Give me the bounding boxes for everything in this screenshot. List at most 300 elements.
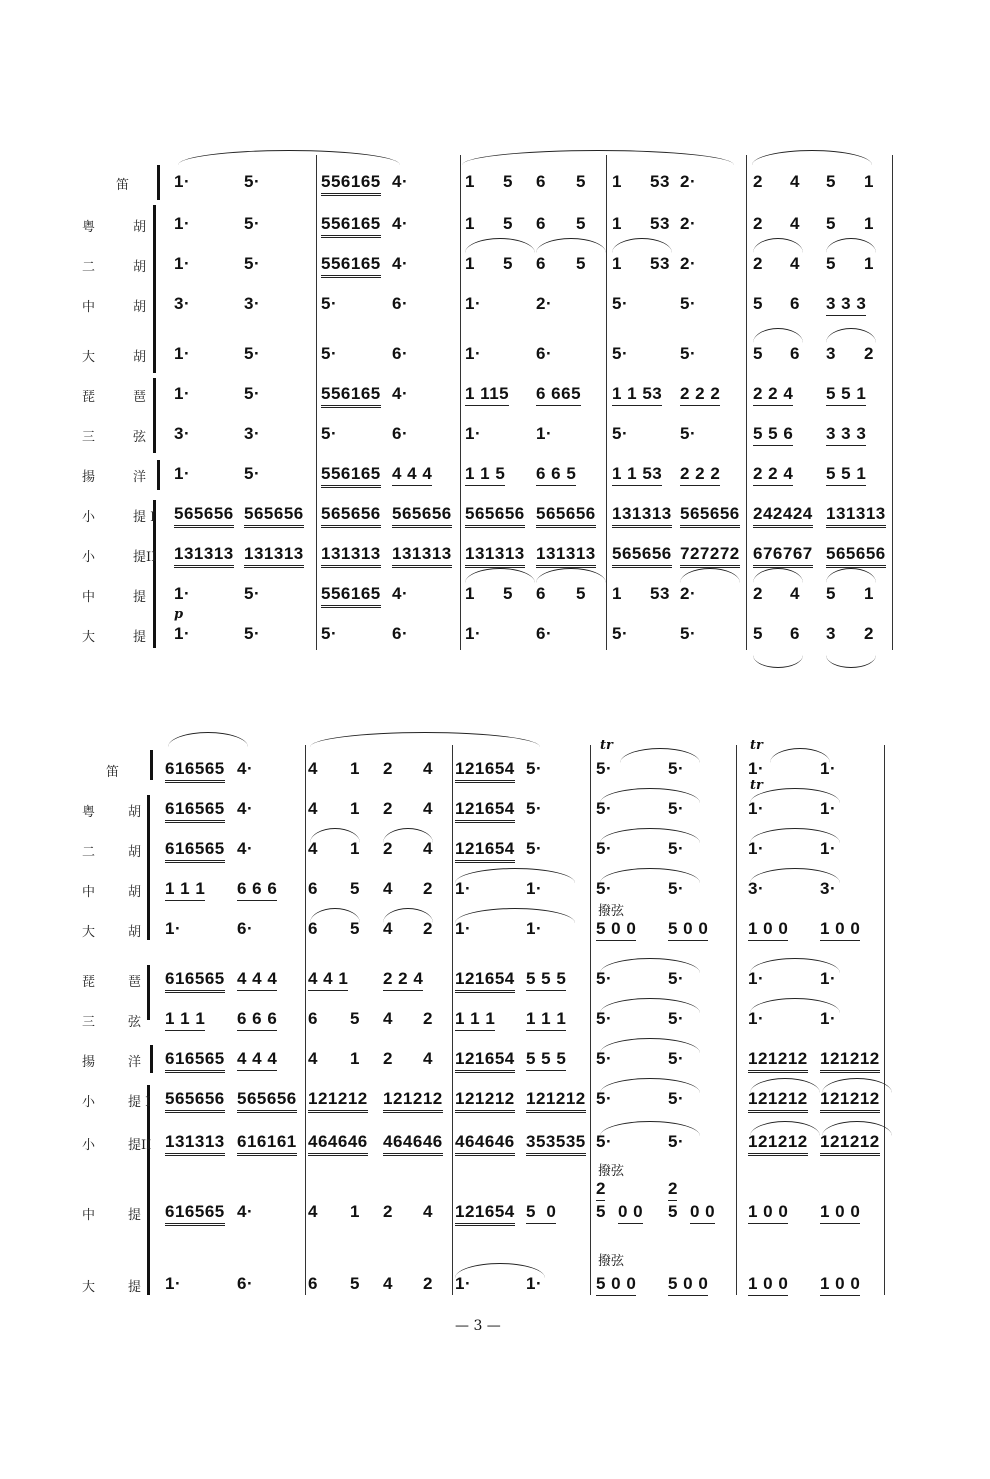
note-cell: 4 (383, 1274, 393, 1293)
note-cell: 121212 (748, 1132, 808, 1156)
note-cell: 2 (383, 1049, 393, 1068)
note-cell: 6· (536, 344, 553, 363)
note-cell: 3· (244, 294, 261, 313)
note-cell: 556165 (321, 464, 381, 488)
note-slur (620, 748, 700, 763)
note-slur (826, 328, 876, 343)
instrument-label: 弦 (128, 1015, 142, 1030)
note-cell: 4 (790, 584, 800, 603)
note-cell: 1 (864, 254, 874, 273)
note-cell: 121212 (748, 1089, 808, 1113)
note-cell: 121212 (820, 1089, 880, 1113)
note-cell: 1· (174, 214, 191, 233)
note-cell: 5· (668, 1089, 685, 1108)
note-cell: 5· (321, 294, 338, 313)
note-cell: 121654 (455, 799, 515, 823)
note-cell: 5 (826, 172, 836, 191)
note-cell: 5 (503, 254, 513, 273)
staff-row-yangqin (0, 460, 990, 500)
instrument-label: 胡 (128, 845, 142, 860)
note-cell: 616161 (237, 1132, 297, 1156)
note-cell: 4 (423, 839, 433, 858)
note-cell: 1 1 1 (526, 1009, 566, 1031)
note-cell: 121654 (455, 969, 515, 993)
note-cell: 4 4 1 (308, 969, 348, 991)
note-cell: 1 0 0 (820, 1202, 860, 1224)
note-cell: 3 (826, 624, 836, 643)
pizz-label: 撥弦 (598, 1254, 625, 1269)
note-cell: 464646 (383, 1132, 443, 1156)
note-cell: 5 5 5 (526, 1049, 566, 1071)
trill-mark: tr (600, 738, 613, 753)
note-cell: 616565 (165, 1049, 225, 1073)
trill-mark: tr (750, 778, 763, 793)
instrument-label-prefix: 二 (82, 845, 96, 860)
pizz-label: 撥弦 (598, 1164, 625, 1179)
note-slur (753, 328, 803, 343)
note-cell: 5 (826, 584, 836, 603)
staff-row-di (0, 168, 990, 208)
pizz-label: 撥弦 (598, 904, 625, 919)
note-cell: 5 (350, 1009, 360, 1028)
note-cell: 1· (820, 839, 837, 858)
note-cell: 2 (383, 759, 393, 778)
note-cell: 1· (748, 839, 765, 858)
note-cell: 4 (308, 839, 318, 858)
note-cell: 1 0 0 (820, 919, 860, 941)
note-cell: 6 (536, 584, 546, 603)
note-cell: 121212 (455, 1089, 515, 1113)
instrument-label-prefix: 大 (82, 350, 96, 365)
note-cell: 565656 (826, 544, 886, 568)
note-cell: 1· (174, 624, 191, 643)
note-cell: 6· (536, 624, 553, 643)
note-cell: 5 (503, 214, 513, 233)
note-cell: 616565 (165, 969, 225, 993)
note-cell: 1· (165, 1274, 182, 1293)
instrument-label: 胡 (128, 885, 142, 900)
note-cell: 2· (680, 584, 697, 603)
note-cell: 5 0 (526, 1202, 556, 1224)
instrument-label: 琶 (128, 975, 142, 990)
note-cell: 1· (174, 384, 191, 403)
note-cell: 121654 (455, 839, 515, 863)
note-slur (770, 748, 830, 763)
note-cell: 5· (596, 799, 613, 818)
note-cell: 131313 (612, 504, 672, 528)
note-cell: 5· (668, 799, 685, 818)
note-cell: 1· (820, 969, 837, 988)
note-cell: 6 (536, 254, 546, 273)
note-cell: 556165 (321, 384, 381, 408)
note-cell: 1· (748, 799, 765, 818)
instrument-label-prefix: 揚 (82, 1055, 96, 1070)
note-cell: 5· (596, 1089, 613, 1108)
note-cell: 1 115 (465, 384, 509, 406)
note-cell: 5· (244, 384, 261, 403)
note-cell: 2 (383, 1202, 393, 1221)
note-cell: 6· (392, 294, 409, 313)
note-cell: 616565 (165, 799, 225, 823)
note-cell: 5 (350, 879, 360, 898)
note-cell: 464646 (308, 1132, 368, 1156)
note-cell: 2 (753, 172, 763, 191)
staff-row-di (0, 755, 990, 795)
note-cell: 5 (576, 584, 586, 603)
note-cell: 1· (820, 759, 837, 778)
note-cell: 121654 (455, 1202, 515, 1226)
instrument-label: 胡 (133, 300, 147, 315)
note-cell: 1· (455, 879, 472, 898)
note-cell: 5· (596, 1009, 613, 1028)
note-cell: 5· (526, 839, 543, 858)
note-cell: 121212 (383, 1089, 443, 1113)
staff-row-viola (0, 1179, 990, 1238)
staff-row-sanxian (0, 1005, 990, 1045)
note-cell: 2 2 4 (753, 464, 793, 486)
note-cell: 5· (668, 1009, 685, 1028)
note-cell: 5 (503, 584, 513, 603)
note-cell: 5· (596, 879, 613, 898)
instrument-label: 笛 (106, 765, 120, 780)
note-cell: 5 0 0 (668, 1274, 708, 1296)
instrument-label: 提 I (128, 1095, 151, 1110)
note-cell: 556165 (321, 584, 381, 608)
note-cell: 121212 (526, 1089, 586, 1113)
note-cell: 5· (244, 172, 261, 191)
note-cell: 5· (321, 624, 338, 643)
note-slur (750, 958, 840, 973)
instrument-label: 提 (133, 590, 147, 605)
note-cell: 5· (668, 759, 685, 778)
note-cell: 5· (526, 799, 543, 818)
note-cell: 4 (423, 1202, 433, 1221)
note-cell: 1· (465, 424, 482, 443)
note-cell: 1· (455, 919, 472, 938)
note-cell: 5· (680, 424, 697, 443)
instrument-label-prefix: 中 (82, 590, 96, 605)
note-cell: 1 (612, 214, 622, 233)
instrument-label-prefix: 大 (82, 1280, 96, 1295)
note-slur-under (826, 655, 876, 668)
note-cell: 131313 (321, 544, 381, 568)
note-cell: 131313 (392, 544, 452, 568)
note-cell: 6· (392, 344, 409, 363)
note-cell: 131313 (165, 1132, 225, 1156)
note-cell: 4 4 4 (237, 969, 277, 991)
note-cell: 1 (350, 759, 360, 778)
note-cell: 353535 (526, 1132, 586, 1156)
instrument-label-prefix: 中 (82, 300, 96, 315)
note-cell: 2· (680, 172, 697, 191)
note-cell: 3· (174, 294, 191, 313)
note-cell: 1 (350, 1202, 360, 1221)
instrument-label-prefix: 小 (82, 1138, 96, 1153)
note-cell: 2 (423, 1274, 433, 1293)
note-cell: 5 (753, 294, 763, 313)
instrument-label: 提II (133, 550, 157, 565)
note-cell: 5 (576, 214, 586, 233)
note-cell: 1 1 1 (165, 879, 205, 901)
note-cell: 121654 (455, 1049, 515, 1073)
note-cell: 4· (237, 1202, 254, 1221)
note-cell: 6 (790, 294, 800, 313)
note-cell: 2 (753, 214, 763, 233)
note-cell: 5· (612, 294, 629, 313)
staff-row-yuehu (0, 795, 990, 835)
note-cell: 5· (244, 214, 261, 233)
note-cell: 53 (650, 172, 670, 191)
note-cell: 1 (465, 584, 475, 603)
staff-row-sanxian (0, 420, 990, 460)
instrument-label-prefix: 小 (82, 550, 96, 565)
note-cell: 4 (423, 1049, 433, 1068)
note-cell: 4 (308, 1049, 318, 1068)
note-cell: 5· (596, 969, 613, 988)
note-cell: 131313 (244, 544, 304, 568)
instrument-label: 胡 (133, 220, 147, 235)
instrument-label-prefix: 三 (82, 430, 96, 445)
instrument-label-prefix: 琵 (82, 975, 96, 990)
note-cell: 5 (350, 919, 360, 938)
note-cell: 1· (174, 464, 191, 483)
note-cell: 1 (864, 172, 874, 191)
note-cell: 2 (383, 839, 393, 858)
note-cell: 6 6 6 (237, 1009, 277, 1031)
staff-row-violin1 (0, 500, 990, 540)
note-cell: 5· (680, 294, 697, 313)
note-cell: 4 (790, 254, 800, 273)
note-cell: 565656 (237, 1089, 297, 1113)
note-cell: 4 (423, 759, 433, 778)
note-cell: 4 (423, 799, 433, 818)
note-cell: 3· (244, 424, 261, 443)
note-cell: 5 5 5 (526, 969, 566, 991)
note-cell: 556165 (321, 172, 381, 196)
note-cell: 1 (465, 254, 475, 273)
note-cell: 1· (174, 584, 191, 603)
note-cell: 131313 (465, 544, 525, 568)
note-cell: 4· (237, 759, 254, 778)
note-cell: 565656 (680, 504, 740, 528)
note-cell: 5· (526, 759, 543, 778)
note-cell: 1 1 1 (455, 1009, 495, 1031)
note-cell: 2 (753, 584, 763, 603)
instrument-label-prefix: 小 (82, 1095, 96, 1110)
instrument-label: 笛 (116, 178, 130, 193)
note-cell: 121212 (308, 1089, 368, 1113)
note-cell: 2 2 2 (680, 464, 720, 486)
instrument-label-prefix: 中 (82, 1208, 96, 1223)
note-cell: 5· (244, 584, 261, 603)
note-cell: 5· (596, 1049, 613, 1068)
phrase-slur (462, 150, 734, 165)
note-cell: 5 (826, 214, 836, 233)
note-cell: 5· (244, 344, 261, 363)
note-cell: 3· (820, 879, 837, 898)
instrument-label: 胡 (133, 350, 147, 365)
note-cell: 556165 (321, 214, 381, 238)
note-cell: 1· (174, 344, 191, 363)
note-cell: 5 5 6 (753, 424, 793, 446)
note-cell: 1· (465, 624, 482, 643)
instrument-label-prefix: 大 (82, 925, 96, 940)
note-cell: 565656 (536, 504, 596, 528)
note-cell: 1 (864, 214, 874, 233)
note-cell: 4 (383, 919, 393, 938)
note-cell: 616565 (165, 759, 225, 783)
note-cell: 6 6 5 (536, 464, 576, 486)
staff-row-pipa (0, 380, 990, 420)
note-cell: 5· (612, 344, 629, 363)
note-cell: 1 0 0 (748, 1202, 788, 1224)
note-cell: 1 (350, 839, 360, 858)
staff-row-pipa (0, 965, 990, 1005)
note-cell: 6 (308, 1009, 318, 1028)
instrument-label: 琶 (133, 390, 147, 405)
note-cell: 1 (465, 172, 475, 191)
instrument-label: 提 I (133, 510, 156, 525)
note-cell: 1· (174, 172, 191, 191)
note-cell: 53 (650, 214, 670, 233)
note-cell: 2 (423, 919, 433, 938)
note-cell: 616565 (165, 1202, 225, 1226)
staff-row-erhu (0, 250, 990, 290)
note-cell: 5· (668, 839, 685, 858)
note-cell: 5 5 1 (826, 464, 866, 486)
note-cell: 1 1 53 (612, 384, 662, 406)
note-cell: 6 (536, 214, 546, 233)
instrument-label: 胡 (128, 805, 142, 820)
note-cell: 2 (383, 799, 393, 818)
note-cell: 5 0 0 (596, 919, 636, 941)
instrument-label-prefix: 粤 (82, 220, 96, 235)
note-cell: 727272 (680, 544, 740, 568)
note-cell: 1 (864, 584, 874, 603)
instrument-label: 洋 (128, 1055, 142, 1070)
note-cell: 1· (820, 1009, 837, 1028)
note-cell: 6· (392, 624, 409, 643)
note-cell: 4 (308, 1202, 318, 1221)
note-cell: 6 (536, 172, 546, 191)
note-cell: 242424 (753, 504, 813, 528)
note-cell: 4 4 4 (237, 1049, 277, 1071)
note-cell: 4 (790, 214, 800, 233)
note-cell: 5 5 1 (826, 384, 866, 406)
note-cell: 4· (392, 254, 409, 273)
fraction-note: $\frac{2}{5}$ (596, 1179, 606, 1221)
note-cell: 3 3 3 (826, 294, 866, 316)
phrase-slur (752, 150, 872, 165)
note-cell: 1· (165, 919, 182, 938)
note-cell: 131313 (536, 544, 596, 568)
note-cell: 5 (826, 254, 836, 273)
instrument-label: 弦 (133, 430, 147, 445)
note-cell: 6 6 6 (237, 879, 277, 901)
note-cell: 5· (321, 344, 338, 363)
note-cell: 1· (748, 759, 765, 778)
note-cell: 2 2 2 (680, 384, 720, 406)
note-cell: 6 (308, 1274, 318, 1293)
note-cell: 5· (321, 424, 338, 443)
note-cell: 1 0 0 (820, 1274, 860, 1296)
note-slur (455, 1263, 545, 1278)
note-cell: 1· (526, 919, 543, 938)
note-cell: 1· (536, 424, 553, 443)
note-cell: 1· (748, 969, 765, 988)
note-cell: 131313 (174, 544, 234, 568)
note-cell: 1· (748, 1009, 765, 1028)
note-cell: 121212 (820, 1132, 880, 1156)
note-cell: 565656 (244, 504, 304, 528)
note-cell: 1 1 1 (165, 1009, 205, 1031)
note-cell: 2 2 4 (383, 969, 423, 991)
note-cell: 5· (596, 839, 613, 858)
note-cell: 565656 (174, 504, 234, 528)
note-cell: 464646 (455, 1132, 515, 1156)
instrument-label: 胡 (133, 260, 147, 275)
dynamic-mark: p (174, 607, 184, 622)
note-cell: 5 (503, 172, 513, 191)
note-cell: 4 (383, 1009, 393, 1028)
note-cell: 53 (650, 584, 670, 603)
note-cell: 2 (753, 254, 763, 273)
note-cell: 0 0 (618, 1202, 643, 1224)
note-cell: 121212 (748, 1049, 808, 1073)
note-cell: 1 (350, 1049, 360, 1068)
instrument-label: 提 (128, 1280, 142, 1295)
note-cell: 1 (612, 584, 622, 603)
note-cell: 6 (308, 919, 318, 938)
page-number: — 3 — (455, 1318, 501, 1334)
note-cell: 5· (596, 1132, 613, 1151)
note-cell: 1 (350, 799, 360, 818)
note-cell: 616565 (165, 839, 225, 863)
note-cell: 5 (576, 172, 586, 191)
staff-row-cello (0, 620, 990, 660)
note-cell: 565656 (392, 504, 452, 528)
note-cell: 565656 (465, 504, 525, 528)
note-cell: 2 (864, 344, 874, 363)
note-cell: 3 (826, 344, 836, 363)
instrument-label: 洋 (133, 470, 147, 485)
note-cell: 4 (308, 759, 318, 778)
note-cell: 6 (790, 624, 800, 643)
note-cell: 5· (612, 624, 629, 643)
note-cell: 1 1 5 (465, 464, 505, 486)
note-cell: 1 (612, 172, 622, 191)
instrument-label-prefix: 小 (82, 510, 96, 525)
note-cell: 6· (237, 1274, 254, 1293)
note-cell: 2 (423, 1009, 433, 1028)
note-cell: 4 (308, 799, 318, 818)
note-cell: 6 (308, 879, 318, 898)
note-cell: 121654 (455, 759, 515, 783)
fraction-note: $\frac{2}{5}$ (668, 1179, 678, 1221)
phrase-slur (168, 732, 248, 747)
note-cell: 1 0 0 (748, 1274, 788, 1296)
note-cell: 4 (383, 879, 393, 898)
note-cell: 565656 (165, 1089, 225, 1113)
note-cell: 676767 (753, 544, 813, 568)
note-cell: 0 0 (690, 1202, 715, 1224)
note-cell: 1· (174, 254, 191, 273)
staff-row-zhonghu (0, 290, 990, 330)
note-cell: 5· (244, 624, 261, 643)
note-cell: 121212 (820, 1049, 880, 1073)
note-cell: 1· (455, 1274, 472, 1293)
note-cell: 5· (244, 254, 261, 273)
